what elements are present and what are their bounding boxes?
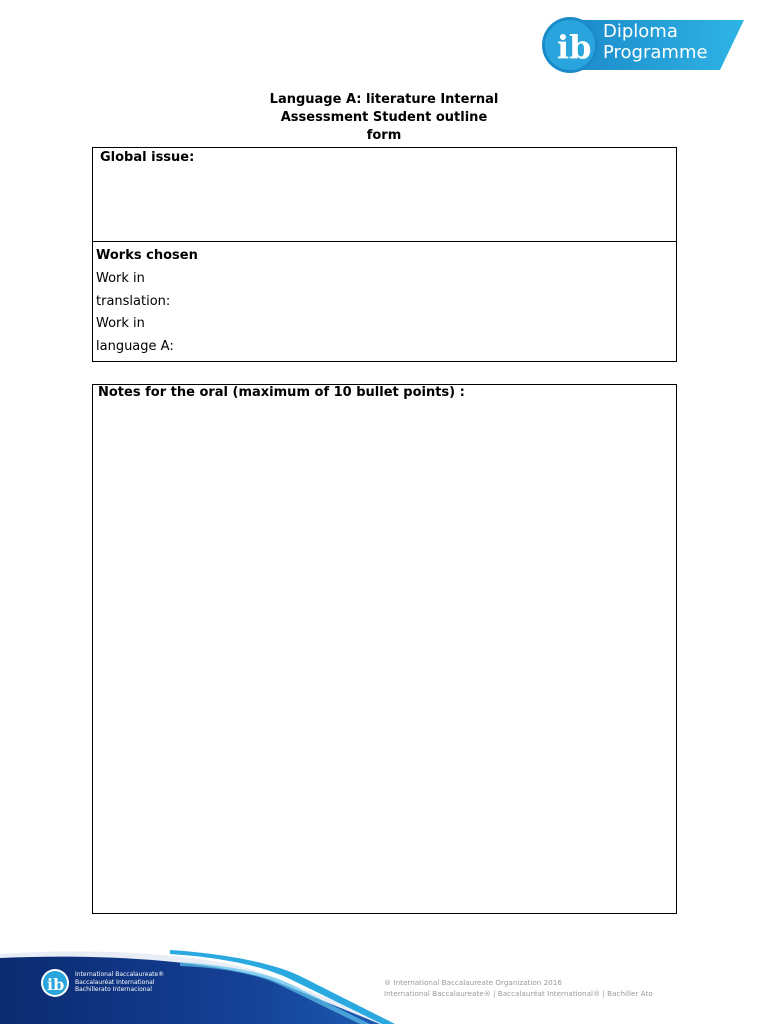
logo-text-line1: Diploma [603,21,678,42]
footer-org-line2: Baccalauréat International [75,978,155,986]
logo-text-line2: Programme [603,42,708,63]
global-issue-label: Global issue: [100,150,195,165]
work-translation-line2: translation: [96,293,171,309]
footer-org-names [75,971,164,994]
title-line2: Assessment Student outline [280,110,488,125]
work-language-a-line1: Work in [96,316,145,331]
works-chosen-box[interactable] [92,241,677,362]
title-line1: Language A: literature Internal [269,92,499,107]
footer-ib-logo-icon [40,968,70,998]
logo-text [603,21,708,63]
works-lines [96,268,174,358]
oral-notes-box[interactable] [92,384,677,914]
footer-copyright-line2: International Baccalaureate® | Baccalauréat International® | Bachiller Ato [384,989,653,998]
document-title [220,91,548,145]
footer-org-line3: Bachillerato Internacional [75,986,152,993]
works-chosen-label: Works chosen [96,248,198,263]
svg-text:ib: ib [557,28,592,66]
ib-diploma-logo [540,14,744,76]
footer-copyright-line1: ® International Baccalaureate Organization 2016 [384,978,562,987]
work-translation-line1: Work in [96,271,145,286]
footer-copyright [384,977,653,999]
footer-org-line1: International Baccalaureate® [75,971,165,978]
oral-notes-label: Notes for the oral (maximum of 10 bullet points) : [98,385,465,400]
title-line3: form [366,128,402,143]
global-issue-box[interactable] [92,147,677,242]
work-language-a-line2: language A: [96,338,174,354]
svg-text:ib: ib [47,975,65,994]
